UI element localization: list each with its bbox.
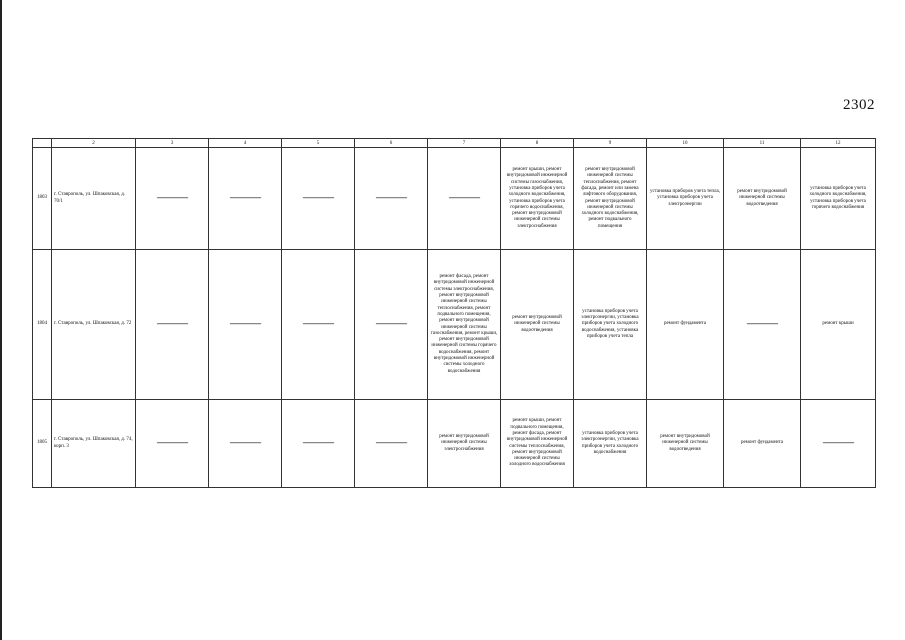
header-cell: 7 bbox=[428, 139, 501, 148]
empty-cell-dash: — bbox=[165, 400, 326, 488]
table-row bbox=[33, 400, 876, 488]
header-cell: 4 bbox=[209, 139, 282, 148]
empty-cell-dash: — bbox=[677, 250, 846, 400]
row-number: 1804 bbox=[33, 250, 52, 400]
works-cell-col8: ремонт внутридомовой инженерной системы водоотведения bbox=[501, 250, 574, 400]
header-row bbox=[33, 139, 876, 148]
works-cell-col7: ремонт фасада, ремонт внутридомовой инженерной системы электроснабжения, ремонт внутридомовой инженерной системы теплоснабжения, ремонт подвального помещения, ремонт внутридомовой инженерной системы газоснабжения, ремонт крыши, ремонт внутридомовой инженерной системы горячего водоснабжения, ремонт внутридомовой инженерной системы холодного водоснабжения bbox=[428, 250, 501, 400]
works-cell-col9: установка приборов учета электроэнергии, установка приборов учета холодного водоснабжения bbox=[574, 400, 647, 488]
page-number: 2302 bbox=[843, 97, 875, 113]
works-cell-col11: ремонт фундамента bbox=[724, 400, 801, 488]
header-cell: 6 bbox=[355, 139, 428, 148]
header-cell: 9 bbox=[574, 139, 647, 148]
works-cell-col8: ремонт крыши, ремонт внутридомовой инженерной системы газоснабжения, установка приборов учета холодного водоснабжения, установка приборов учета горячего водоснабжения, ремонт внутридомовой инженерной системы электроснабжения bbox=[501, 148, 574, 250]
empty-cell-dash: — bbox=[311, 148, 472, 250]
empty-cell-dash: — bbox=[165, 250, 326, 400]
empty-cell-dash: — bbox=[238, 148, 399, 250]
empty-cell-dash: — bbox=[165, 148, 326, 250]
row-address: г. Ставрополь, ул. Шпаковская, д. 74, корп. 3 bbox=[52, 400, 136, 488]
data-table bbox=[32, 138, 876, 488]
works-cell-col10: ремонт фундамента bbox=[647, 250, 724, 400]
empty-cell-dash: — bbox=[238, 250, 399, 400]
page-left-border bbox=[0, 0, 2, 640]
header-cell: 3 bbox=[136, 139, 209, 148]
header-cell: 10 bbox=[647, 139, 724, 148]
row-number: 1803 bbox=[33, 148, 52, 250]
empty-cell-dash: — bbox=[311, 400, 472, 488]
header-cell: 12 bbox=[801, 139, 876, 148]
table-row bbox=[33, 148, 876, 250]
empty-cell-dash: — bbox=[238, 400, 399, 488]
table-row bbox=[33, 250, 876, 400]
row-number: 1805 bbox=[33, 400, 52, 488]
header-cell bbox=[33, 139, 52, 148]
row-address: г. Ставрополь, ул. Шпаковская, д. 70/1 bbox=[52, 148, 136, 250]
header-cell: 5 bbox=[282, 139, 355, 148]
header-cell: 2 bbox=[52, 139, 136, 148]
row-address: г. Ставрополь, ул. Шпаковская, д. 72 bbox=[52, 250, 136, 400]
works-cell-col12: ремонт крыши bbox=[801, 250, 876, 400]
works-cell-col10: ремонт внутридомовой инженерной системы водоотведения bbox=[647, 400, 724, 488]
works-cell-col7: ремонт внутридомовой инженерной системы электроснабжения bbox=[428, 400, 501, 488]
empty-cell-dash: — bbox=[384, 148, 545, 250]
works-cell-col10: установка приборов учета тепла, установка приборов учета электроэнергии bbox=[647, 148, 724, 250]
empty-cell-dash: — bbox=[92, 400, 253, 488]
works-cell-col9: ремонт внутридомовой инженерной системы теплоснабжения, ремонт фасада, ремонт или замена лифтового оборудования, ремонт внутридомовой инженерной системы холодного водоснабжения, ремонт подвального помещения bbox=[574, 148, 647, 250]
works-cell-col12: установка приборов учета холодного водоснабжения, установка приборов учета горячего водоснабжения bbox=[801, 148, 876, 250]
works-cell-col11: ремонт внутридомовой инженерной системы водоотведения bbox=[724, 148, 801, 250]
empty-cell-dash: — bbox=[92, 250, 253, 400]
works-cell-col9: установка приборов учета электроэнергии, установка приборов учета холодного водоснабжения, установка приборов учета тепла bbox=[574, 250, 647, 400]
header-cell: 11 bbox=[724, 139, 801, 148]
empty-cell-dash: — bbox=[311, 250, 472, 400]
empty-cell-dash: — bbox=[756, 400, 905, 488]
empty-cell-dash: — bbox=[92, 148, 253, 250]
header-cell: 8 bbox=[501, 139, 574, 148]
works-cell-col8: ремонт крыши, ремонт подвального помещения, ремонт фасада, ремонт внутридомовой инженерной системы теплоснабжения, ремонт внутридомовой инженерной системы холодного водоснабжения bbox=[501, 400, 574, 488]
